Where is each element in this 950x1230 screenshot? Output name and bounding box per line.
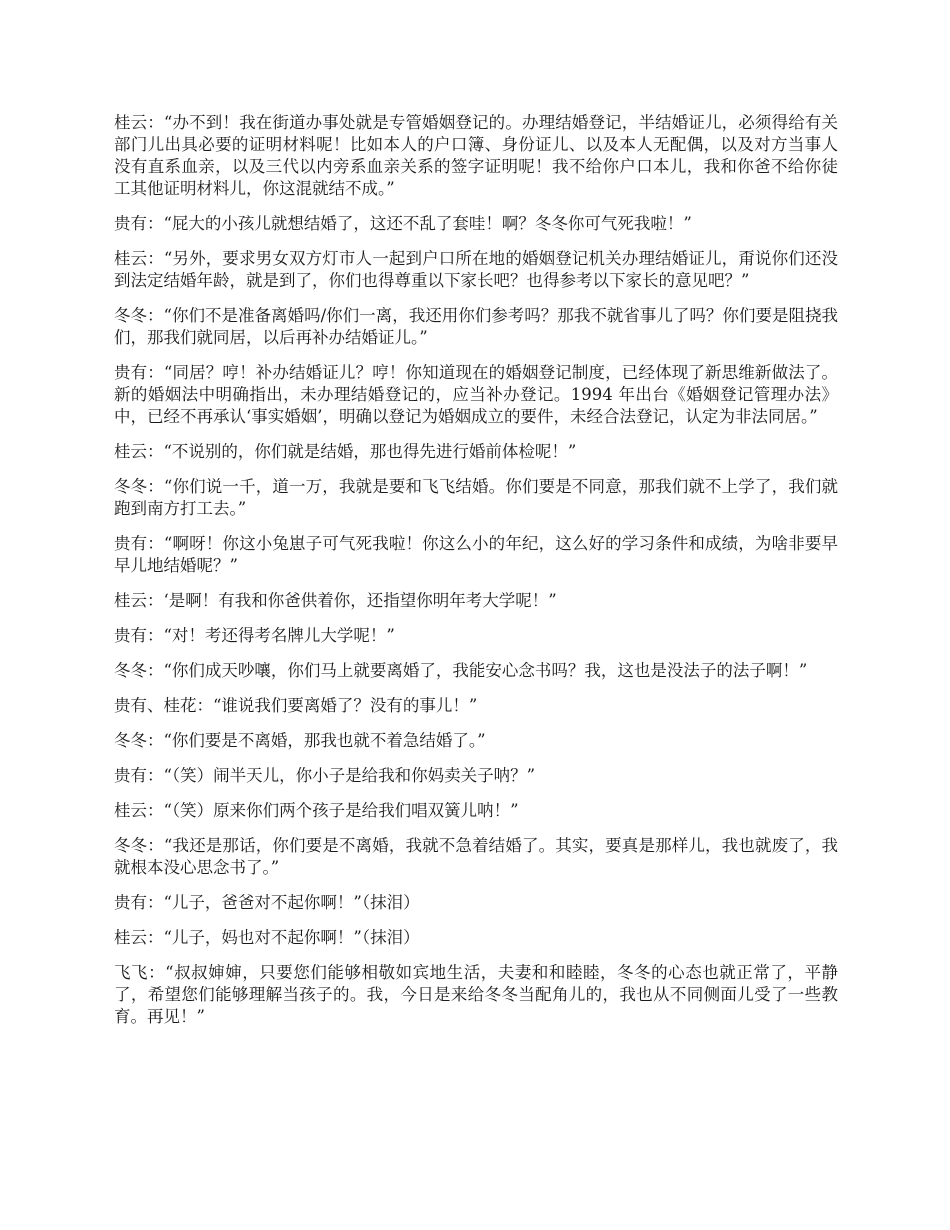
paragraph: 冬冬：“你们成天吵嚷，你们马上就要离婚了，我能安心念书吗？我，这也是没法子的法子啊！” (114, 661, 808, 680)
paragraph: 冬冬：“你们不是准备离婚吗/你们一离，我还用你们参考吗？那我不就省事儿了吗？你们要是阻挠我们，那我们就同居，以后再补办结婚证儿。” (114, 306, 838, 347)
paragraph: 贵有：“（笑）闹半天儿，你小子是给我和你妈卖关子呐？” (114, 766, 536, 785)
paragraph: 贵有：“对！考还得考名牌儿大学呢！” (114, 626, 395, 645)
paragraph: 冬冬：“你们要是不离婚，那我也就不着急结婚了。” (114, 731, 486, 750)
paragraph: 桂云：‘是啊！有我和你爸供着你，还指望你明年考大学呢！” (114, 591, 557, 610)
paragraph: 飞飞：“叔叔婶婶，只要您们能够相敬如宾地生活，夫妻和和睦睦，冬冬的心态也就正常了，平静了，希望您们能够理解当孩子的。我，今日是来给冬冬当配角儿的，我也从不同侧面儿受了一些教育。再见！” (114, 963, 838, 1026)
paragraph: 贵有：“啊呀！你这小兔崽子可气死我啦！你这么小的年纪，这么好的学习条件和成绩，为啥非要早早儿地结婚呢？” (114, 534, 838, 575)
paragraph: 贵有：“屁大的小孩儿就想结婚了，这还不乱了套哇！啊？冬冬你可气死我啦！” (114, 214, 692, 233)
document-body (114, 112, 838, 1041)
paragraph: 桂云：“不说别的，你们就是结婚，那也得先进行婚前体检呢！” (114, 442, 577, 461)
paragraph: 桂云：“办不到！我在街道办事处就是专管婚姻登记的。办理结婚登记，半结婚证儿，必须得给有关部门儿出具必要的证明材料呢！比如本人的户口簿、身份证儿、以及本人无配偶，以及对方当事人没有直系血亲，以及三代以内旁系血亲关系的签字证明呢！我不给你户口本儿，我和你爸不给你徒工其他证明材料儿，你这混就结不成。” (114, 113, 838, 198)
paragraph: 冬冬：“你们说一千，道一万，我就是要和飞飞结婚。你们要是不同意，那我们就不上学了，我们就跑到南方打工去。” (114, 477, 838, 518)
paragraph: 桂云：“（笑）原来你们两个孩子是给我们唱双簧儿呐！” (114, 801, 519, 820)
paragraph: 冬冬：“我还是那话，你们要是不离婚，我就不急着结婚了。其实，要真是那样儿，我也就废了，我就根本没心思念书了。” (114, 836, 838, 877)
paragraph: 贵有、桂花：“谁说我们要离婚了？没有的事儿！” (114, 696, 478, 715)
paragraph: 桂云：“儿子，妈也对不起你啊！”（抹泪） (114, 928, 420, 947)
paragraph: 贵有：“儿子，爸爸对不起你啊！”（抹泪） (114, 893, 420, 912)
paragraph: 贵有：“同居？哼！补办结婚证儿？哼！你知道现在的婚姻登记制度，已经体现了新思维新做法了。新的婚姻法中明确指出，未办理结婚登记的，应当补办登记。1994 年出台《婚姻登记管理办法》中，已经不再承认‘事实婚姻’，明确以登记为婚姻成立的要件，未经合法登记，认定为非法同居。” (114, 363, 838, 426)
paragraph: 桂云：“另外，要求男女双方灯市人一起到户口所在地的婚姻登记机关办理结婚证儿，甭说你们还没到法定结婚年龄，就是到了，你们也得尊重以下家长吧？也得参考以下家长的意见吧？” (114, 249, 838, 290)
